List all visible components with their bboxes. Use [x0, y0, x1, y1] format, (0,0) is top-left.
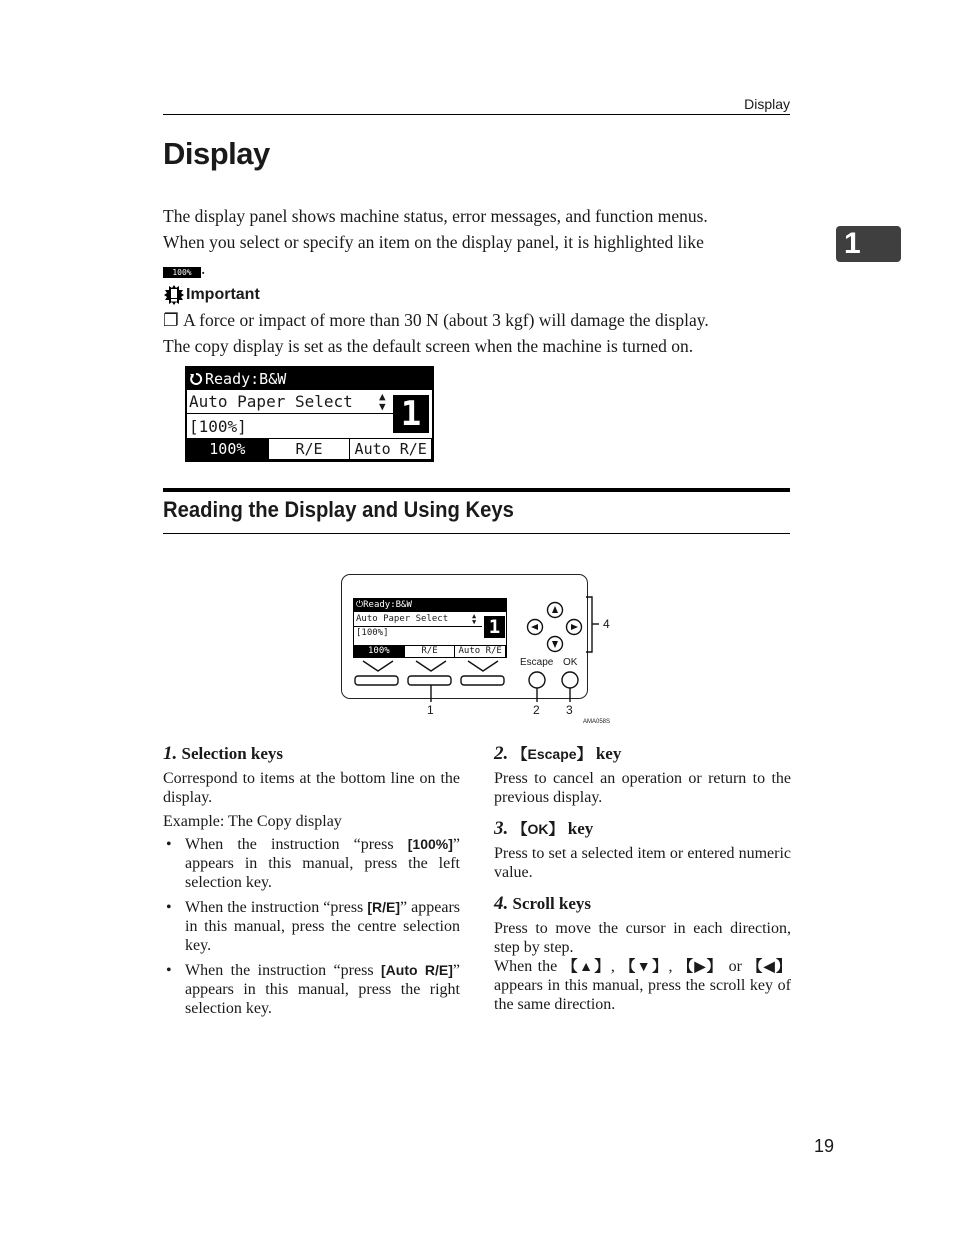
figure-id: AMA058S — [583, 719, 611, 725]
highlight-sample: 100% — [163, 267, 201, 278]
important-heading — [164, 285, 260, 305]
panel-lcd-count: 1 — [484, 616, 505, 638]
key-auto-re-label: [Auto R/E] — [381, 962, 453, 978]
panel-lcd-key-auto-re: Auto R/E — [455, 646, 505, 657]
item-3-number: 3. — [494, 818, 509, 839]
item-2-suffix: key — [595, 744, 622, 763]
default-screen-text: The copy display is set as the default screen when the machine is turned on. — [163, 336, 694, 356]
lcd-key-auto-re: Auto R/E — [350, 439, 431, 459]
up-arrow-icon — [552, 606, 558, 613]
panel-up-down-icon: ▲ ▼ — [472, 612, 477, 626]
item-1-number: 1. — [163, 743, 178, 764]
lcd-status-row — [187, 368, 432, 390]
item-3-desc: Press to set a selected item or entered numeric value. — [494, 845, 791, 881]
item-1-example: Example: The Copy display — [163, 813, 342, 830]
right-key-icon: ▶ — [694, 958, 707, 974]
key-re-label: [R/E] — [367, 899, 401, 915]
section-title: Reading the Display and Using Keys — [163, 497, 514, 522]
header-rule — [163, 114, 790, 115]
panel-lcd-status: ⏻Ready:B&W — [354, 599, 506, 612]
right-column — [494, 743, 791, 1014]
item-4-title: Scroll keys — [512, 894, 592, 913]
panel-lcd-line-3: [100%] — [356, 628, 389, 638]
callout-2: 2 — [533, 703, 540, 717]
lcd-key-100: 100% — [187, 439, 268, 459]
callout-4: 4 — [603, 617, 610, 631]
bullet-right-key: • When the instruction “press [Auto R/E]” appears in this manual, press the right selection key. — [163, 961, 460, 1018]
bullet-centre-key: • When the instruction “press [R/E]” appears in this manual, press the centre selection key. — [163, 898, 460, 955]
panel-keys-drawing — [341, 574, 621, 719]
item-4-desc: Press to move the cursor in each direction, step by step. — [494, 920, 791, 956]
page-number: 19 — [814, 1136, 835, 1156]
chevron-right-key-icon — [468, 661, 498, 671]
item-3-suffix: key — [567, 819, 594, 838]
escape-key-label: Escape — [527, 746, 577, 762]
chapter-tab: 1 — [836, 226, 901, 262]
lcd-copy-count: 1 — [393, 395, 429, 433]
item-2-desc: Press to cancel an operation or return to the previous display. — [494, 770, 791, 806]
callout-3: 3 — [566, 703, 573, 717]
lcd-line-2: Auto Paper Select — [189, 392, 353, 411]
panel-lcd-key-100: 100% — [354, 646, 404, 657]
intro-period: . — [201, 258, 206, 278]
item-1-desc: Correspond to items at the bottom line on the display. — [163, 770, 460, 806]
down-arrow-icon — [552, 641, 558, 648]
ok-label: OK — [563, 657, 578, 668]
important-icon — [164, 285, 184, 305]
up-down-arrow-icon: ▲ ▼ — [379, 390, 386, 413]
item-1-title: Selection keys — [181, 744, 284, 763]
ready-icon — [189, 372, 203, 386]
right-arrow-icon — [571, 624, 578, 630]
lcd-key-re: R/E — [269, 439, 350, 459]
centre-selection-key — [408, 676, 451, 685]
left-selection-key — [355, 676, 398, 685]
important-note — [163, 307, 709, 333]
item-3-heading: 3. 【OK】 key — [494, 818, 594, 839]
item-1-bullets — [163, 835, 460, 1018]
intro-line-2: When you select or specify an item on the display panel, it is highlighted like — [163, 232, 704, 252]
item-1-heading — [163, 743, 460, 765]
panel-lcd-key-re: R/E — [405, 646, 455, 657]
section-rule-bottom — [163, 533, 790, 534]
item-4-heading — [494, 893, 791, 915]
intro-line-1: The display panel shows machine status, error messages, and function menus. — [163, 206, 708, 226]
ok-key — [562, 672, 578, 688]
key-100-label: [100%] — [407, 836, 453, 852]
bullet-left-key: • When the instruction “press [100%]” appears in this manual, press the left selection key. — [163, 835, 460, 892]
lcd-divider — [187, 413, 397, 414]
checkbox-icon: ❐ — [163, 310, 179, 330]
lcd-selection-keys — [187, 438, 432, 460]
chevron-centre-key-icon — [416, 661, 446, 671]
escape-label: Escape — [520, 657, 554, 668]
lcd-line-3: [100%] — [189, 417, 247, 436]
panel-lcd-line-2: Auto Paper Select — [356, 614, 449, 624]
intro-paragraph — [163, 203, 790, 281]
item-4-usage: When the 【▲】, 【▼】, 【▶】 or 【◀】 appears in this manual, press the scroll key of the same direction. — [494, 957, 792, 1013]
right-selection-key — [461, 676, 504, 685]
lcd-status: Ready:B&W — [205, 370, 287, 388]
item-4-number: 4. — [494, 893, 509, 914]
page-title: Display — [163, 136, 270, 171]
item-2-number: 2. — [494, 743, 509, 764]
callout-1: 1 — [427, 703, 434, 717]
left-key-icon: ◀ — [763, 958, 777, 974]
running-header: Display — [744, 96, 790, 112]
selection-keys-section — [163, 743, 460, 1024]
left-arrow-icon — [531, 624, 538, 630]
up-key-icon: ▲ — [579, 958, 595, 974]
important-label: Important — [186, 286, 260, 303]
escape-key — [529, 672, 545, 688]
important-note-text: A force or impact of more than 30 N (about 3 kgf) will damage the display. — [183, 310, 709, 330]
section-rule-top — [163, 488, 790, 492]
item-2-heading: 2. 【Escape】 key — [494, 743, 622, 764]
chevron-left-key-icon — [363, 661, 393, 671]
ok-key-label: OK — [527, 821, 549, 837]
copy-display-lcd — [185, 366, 434, 462]
down-key-icon: ▼ — [636, 958, 653, 974]
